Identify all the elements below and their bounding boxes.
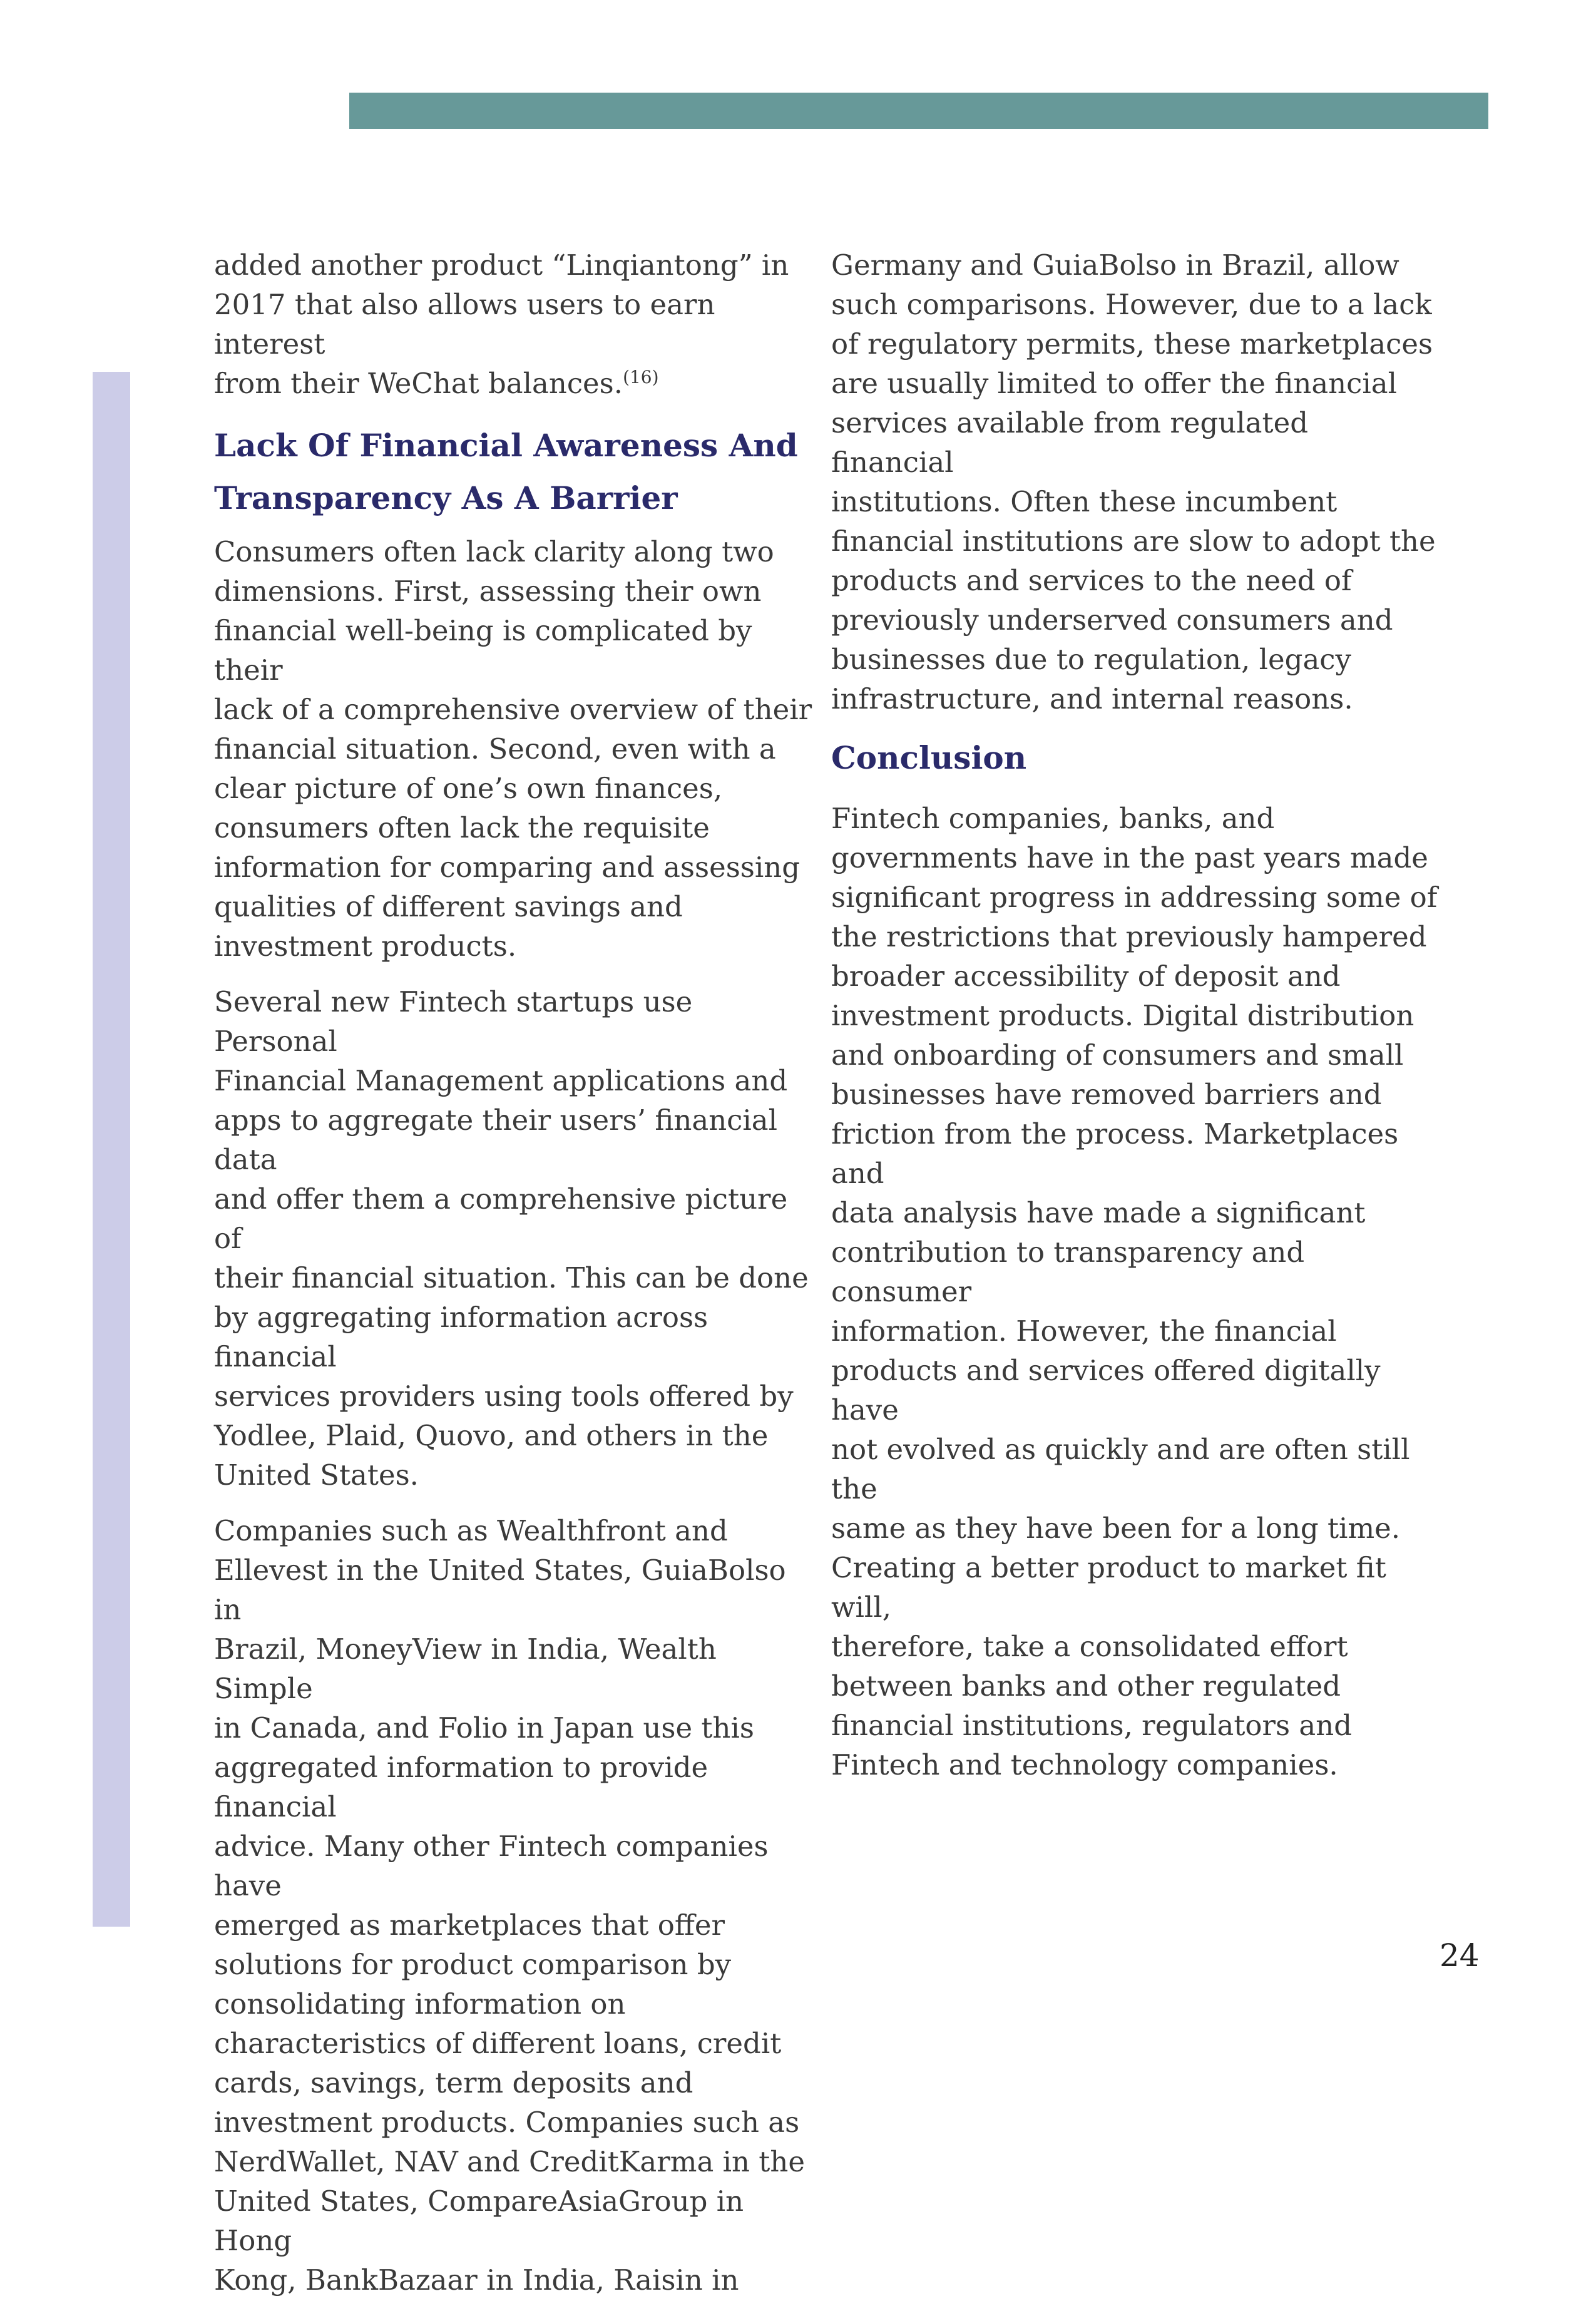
intro-paragraph [214,245,821,403]
section-heading-financial-awareness: Lack Of Financial Awareness And Transparency As A Barrier [214,427,798,516]
section-heading-conclusion: Conclusion [831,739,1027,776]
intro-text: added another product “Linqiantong” in 2017 that also allows users to earn interest from their WeChat balances. [214,249,789,400]
page-number: 24 [1440,1937,1480,1974]
paragraph-consumers-clarity: Consumers often lack clarity along two dimensions. First, assessing their own financial well-being is complicated by their lack of a comprehensive overview of their financial situation. Second, even with a clear picture of one’s own finances, consumers often lack the requisite information for comparing and assessing qualities of different savings and investment products. [214,535,812,963]
paragraph-continuation: Germany and GuiaBolso in Brazil, allow such comparisons. However, due to a lack of regulatory permits, these marketplaces are usually limited to offer the financial services available from regulated financial institutions. Often these incumbent financial institutions are slow to adopt the products and services to the need of previously underserved consumers and businesses due to regulation, legacy infrastructure, and internal reasons. [831,249,1436,715]
sidebar-accent-bar [93,372,130,1927]
paragraph-companies-marketplaces: Companies such as Wealthfront and Ellevest in the United States, GuiaBolso in Brazil, MoneyView in India, Wealth Simple in Canada, and Folio in Japan use this aggregated information to provide financial advice. Many other Fintech companies have emerged as marketplaces that offer solutions for product comparison by consolidating information on characteristics of different loans, credit cards, savings, term deposits and investment products. Companies such as NerdWallet, NAV and CreditKarma in the United States, CompareAsiaGroup in Hong Kong, BankBazaar in India, Raisin in [214,1514,805,2297]
header-accent-bar [349,93,1488,129]
paragraph-conclusion: Fintech companies, banks, and governments have in the past years made significant progress in addressing some of the restrictions that previously hampered broader accessibility of deposit and investment products. Digital distribution and onboarding of consumers and small businesses have removed barriers and friction from the process. Marketplaces and data analysis have made a significant contribution to transparency and consumer information. However, the financial products and services offered digitally have not evolved as quickly and are often still the same as they have been for a long time. Creating a better product to market fit will, therefore, take a consolidated effort between banks and other regulated financial institutions, regulators and Fintech and technology companies. [831,802,1438,1781]
citation-16: (16) [623,367,659,387]
right-column [831,245,1438,1801]
left-column [214,245,821,2316]
paragraph-pfm-startups: Several new Fintech startups use Personal Financial Management applications and apps to aggregate their users’ financial data and offer them a comprehensive picture of their financial situation. This can be done by aggregating information across financial services providers using tools offered by Yodlee, Plaid, Quovo, and others in the United States. [214,985,809,1492]
